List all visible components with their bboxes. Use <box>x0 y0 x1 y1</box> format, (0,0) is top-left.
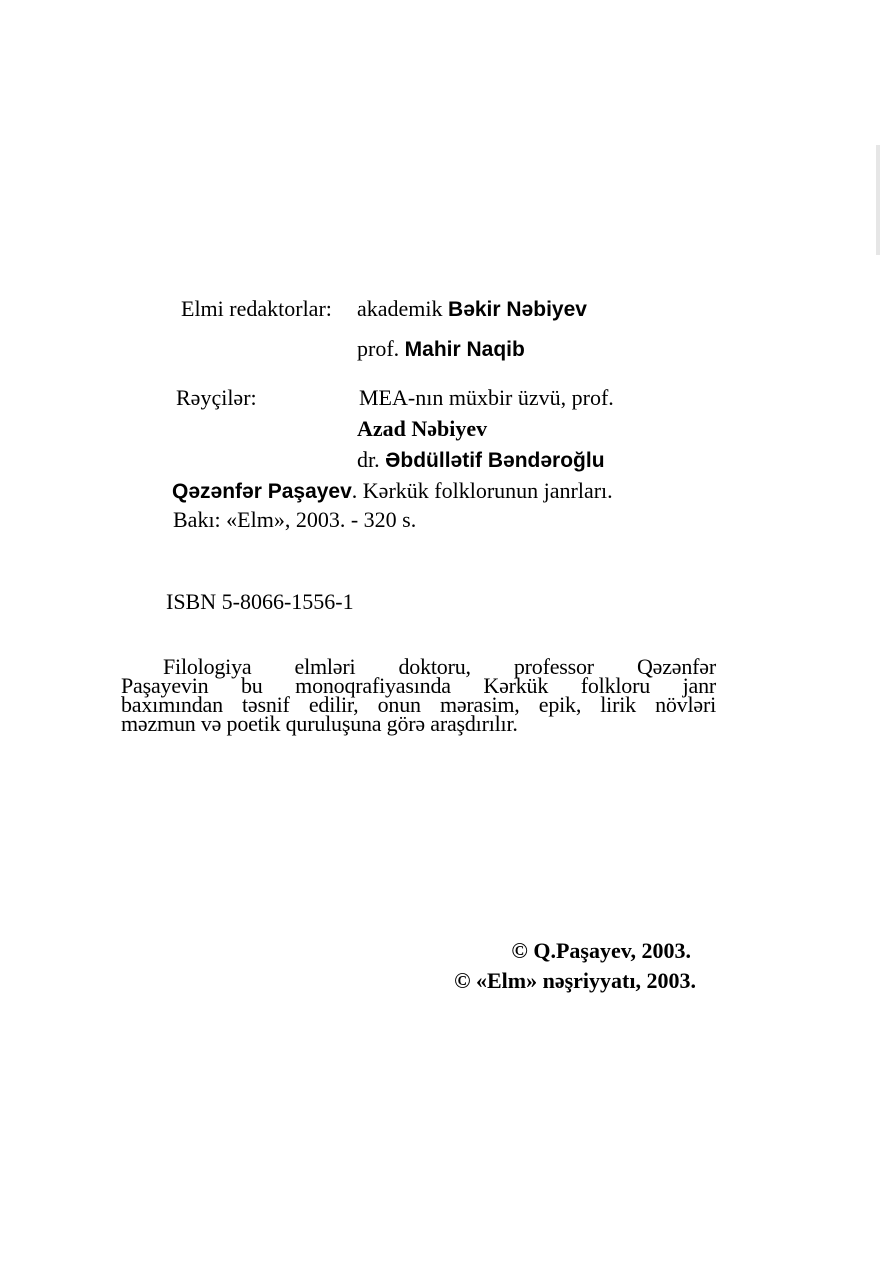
editor-1 <box>357 296 587 323</box>
abstract-line-4: məzmun və poetik quruluşuna görə araşdırılır. <box>121 711 518 736</box>
abstract-line-2: Paşayevin bu monoqrafiyasında Kərkük folkloru janr <box>121 673 716 698</box>
copyright-author: © Q.Paşayev, 2003. <box>511 938 691 963</box>
reviewer-2 <box>357 447 605 474</box>
reviewer-1-name: Azad Nəbiyev <box>357 416 488 441</box>
reviewer-2-name: Əbdüllətif Bəndəroğlu <box>385 449 605 472</box>
editor-2 <box>357 336 525 363</box>
editor-2-title: prof. <box>357 336 400 361</box>
editor-1-title: akademik <box>357 296 443 321</box>
reviewers-label: Rəyçilər: <box>176 385 257 410</box>
copyright-publisher: © «Elm» nəşriyyatı, 2003. <box>454 968 696 993</box>
reviewer-2-title: dr. <box>357 447 380 472</box>
editors-label: Elmi redaktorlar: <box>181 296 332 321</box>
citation-title: . Kərkük folklorunun janrları. <box>351 478 613 503</box>
editor-2-name: Mahir Naqib <box>404 338 525 361</box>
citation-author: Qəzənfər Paşayev <box>172 480 352 503</box>
editor-1-name: Bəkir Nəbiyev <box>448 298 587 321</box>
page-edge-mark <box>876 145 880 255</box>
abstract-line-1: Filologiya elmləri doktoru, professor Qəzənfər <box>163 654 716 679</box>
citation-imprint: Bakı: «Elm», 2003. - 320 s. <box>173 507 417 532</box>
reviewer-1-title: MEA-nın müxbir üzvü, prof. <box>359 385 614 410</box>
abstract-line-3: baxımından təsnif edilir, onun mərasim, epik, lirik növləri <box>121 692 716 717</box>
isbn: ISBN 5-8066-1556-1 <box>166 589 354 614</box>
abstract-paragraph <box>121 654 716 736</box>
citation-line <box>172 478 613 505</box>
